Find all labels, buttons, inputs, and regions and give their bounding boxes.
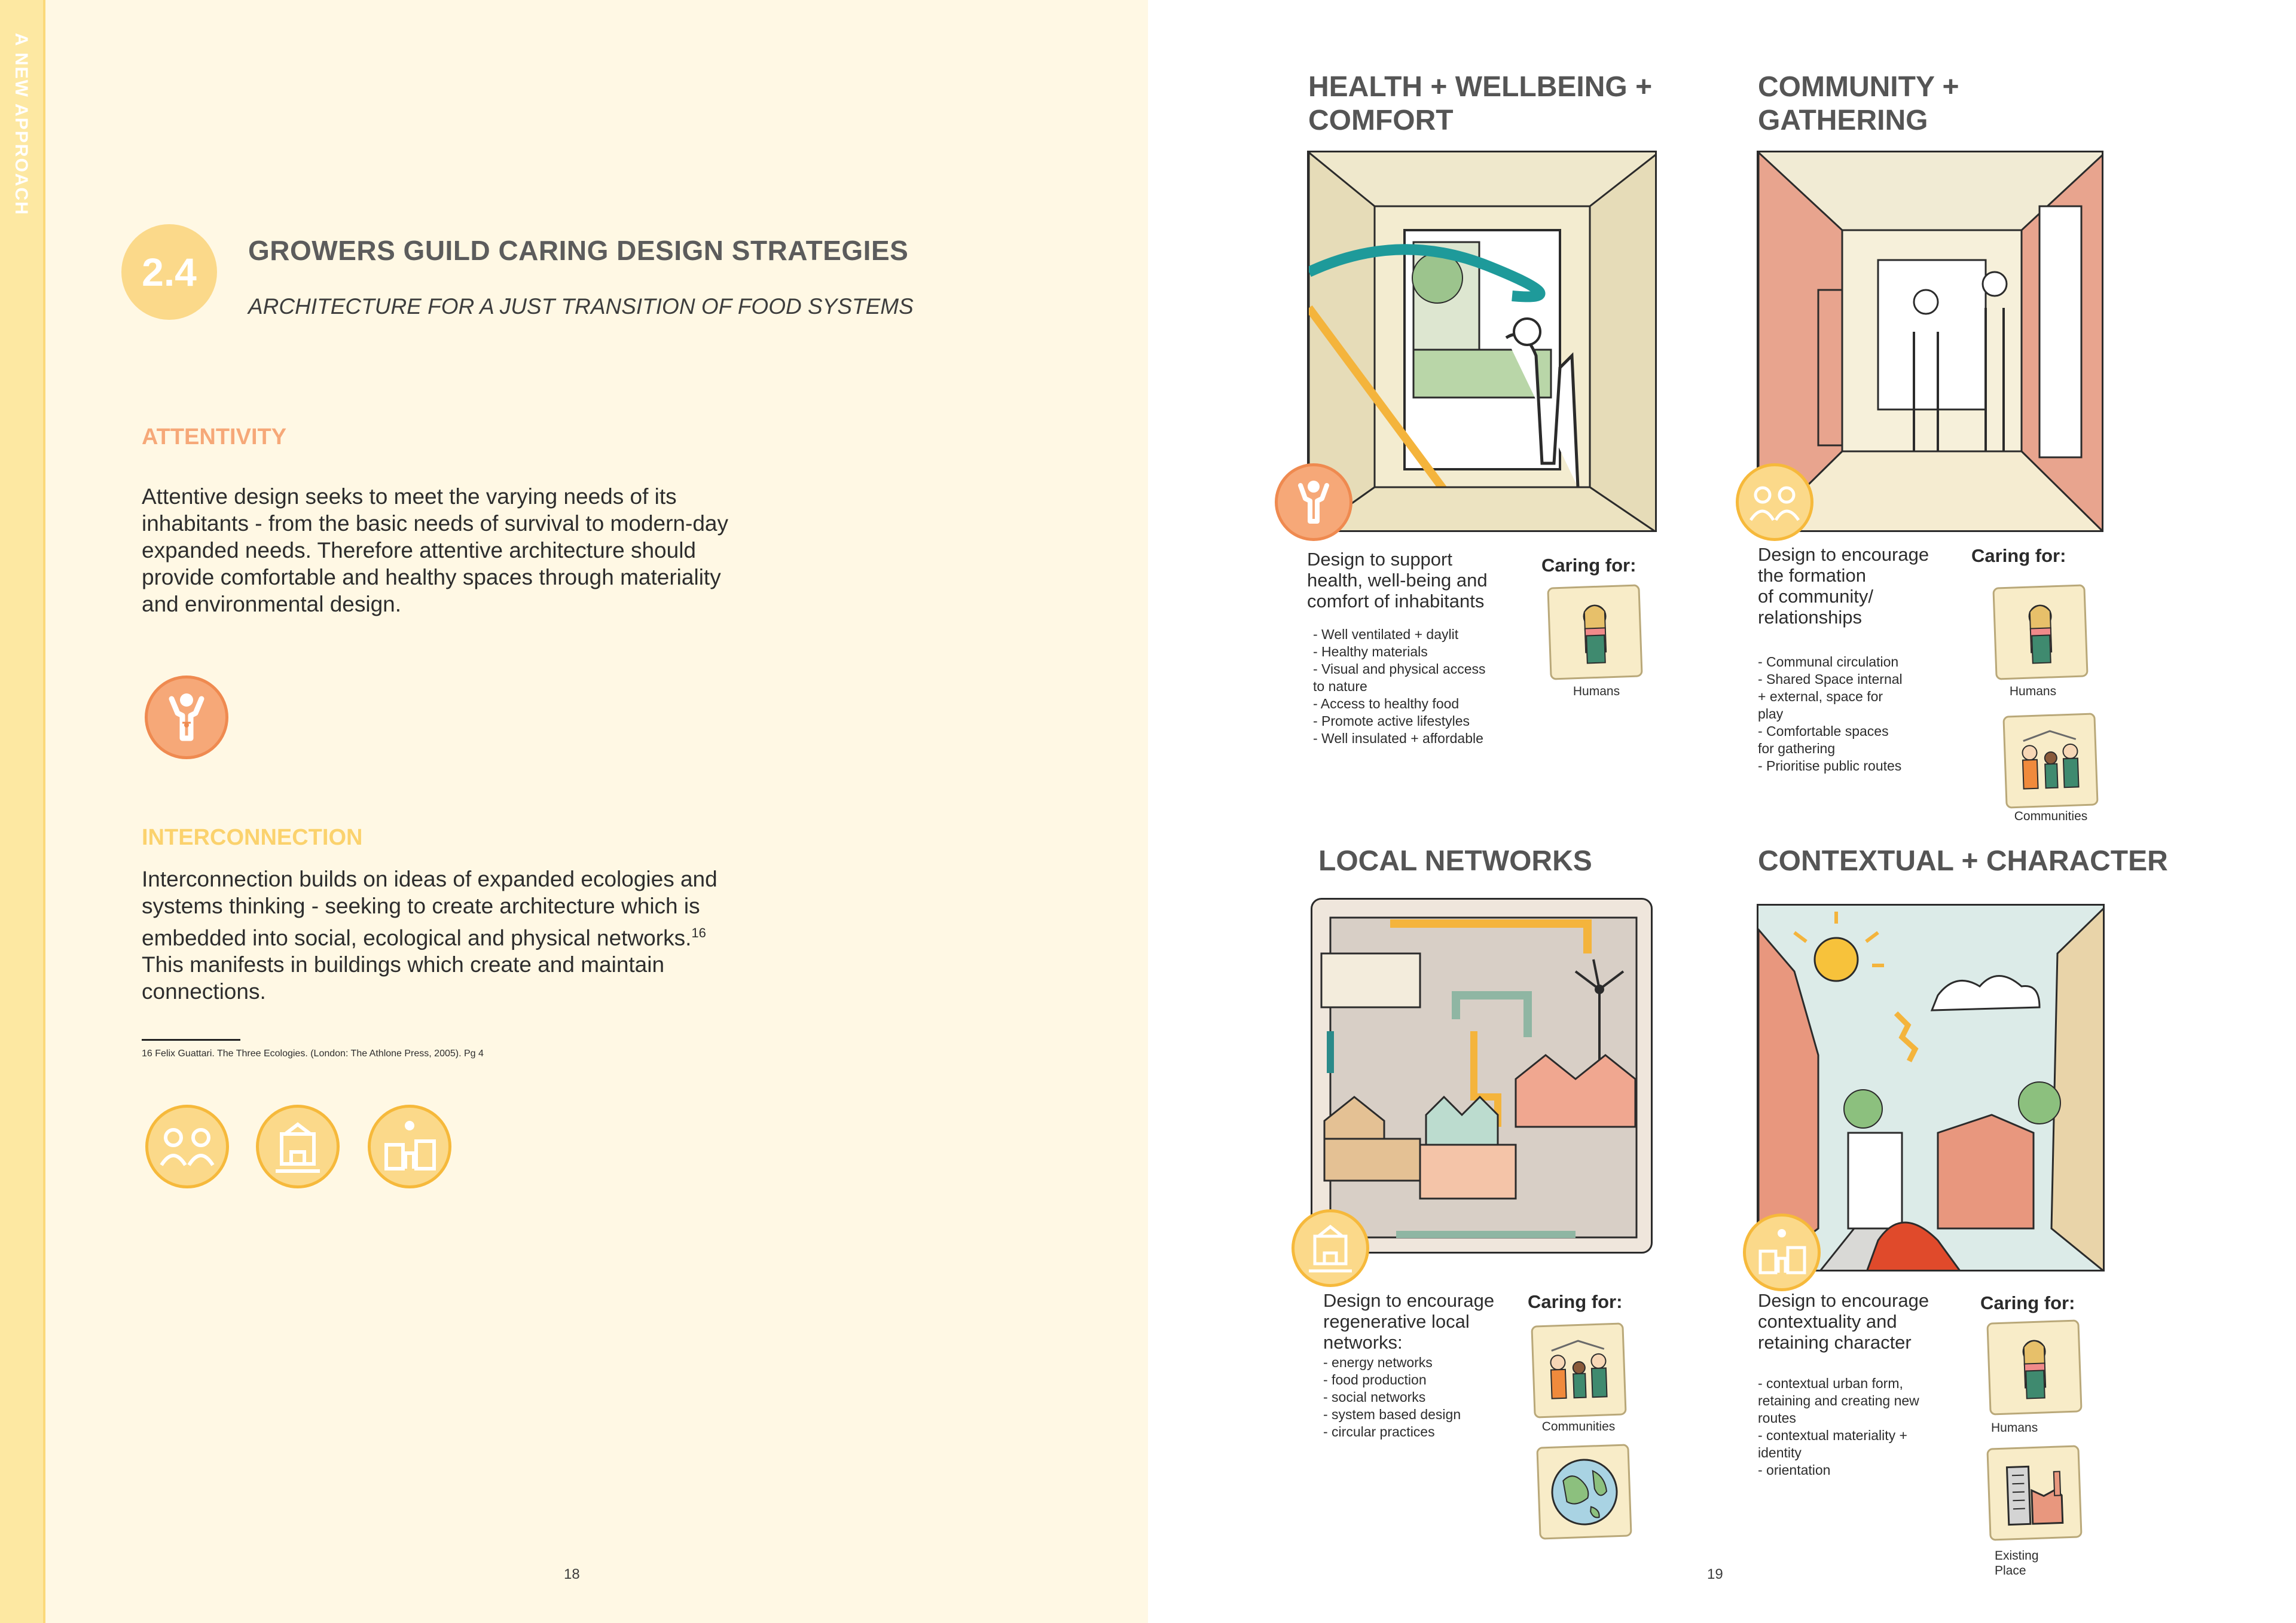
page-number-left: 18 — [564, 1566, 580, 1582]
side-tab — [0, 0, 45, 1623]
health-desc-line: comfort of inhabitants — [1307, 591, 1485, 612]
list-item: - orientation — [1758, 1462, 1831, 1478]
globe-card-icon — [1536, 1444, 1632, 1539]
communities-card-label: Communities — [1541, 1420, 1616, 1434]
section-number-badge — [121, 224, 217, 320]
list-item: - contextual urban form, — [1758, 1376, 1903, 1391]
community-bullets — [1758, 653, 1903, 775]
community-desc-line: of community/ — [1758, 586, 1873, 607]
list-item: - Visual and physical access — [1313, 661, 1486, 677]
health-title-line1: HEALTH + WELLBEING + — [1308, 71, 1653, 103]
list-item: - Shared Space internal — [1758, 671, 1903, 687]
building-network-icon-local — [1292, 1209, 1369, 1287]
communities-card-icon — [2002, 713, 2098, 808]
communities-card-icon — [1531, 1322, 1626, 1418]
health-desc-line: Design to support — [1307, 549, 1452, 570]
list-item: - Promote active lifestyles — [1313, 713, 1470, 729]
town-sun-icon — [368, 1105, 451, 1188]
footnote-divider — [142, 1039, 240, 1041]
local-networks-title: LOCAL NETWORKS — [1318, 845, 1592, 877]
community-caring-for: Caring for: — [1971, 545, 2066, 566]
list-item: - circular practices — [1323, 1424, 1435, 1439]
list-item: + external, space for — [1758, 689, 1883, 704]
health-title — [1308, 71, 1652, 137]
communities-card-label: Communities — [2014, 809, 2088, 823]
people-group-icon — [145, 1105, 229, 1188]
page-number-right: 19 — [1707, 1566, 1723, 1582]
list-item: - contextual materiality + — [1758, 1428, 1907, 1443]
list-item: identity — [1758, 1445, 1802, 1460]
list-item: to nature — [1313, 678, 1367, 694]
town-sun-icon-contextual — [1743, 1214, 1821, 1291]
local-desc-line: Design to encourage — [1323, 1290, 1495, 1311]
interconnection-heading: INTERCONNECTION — [142, 825, 363, 850]
existing-place-card-icon — [1986, 1445, 2082, 1541]
humans-card-icon — [1992, 584, 2088, 680]
list-item: - social networks — [1323, 1389, 1426, 1405]
list-item: play — [1758, 706, 1784, 722]
list-item: - Comfortable spaces — [1758, 723, 1889, 739]
community-title-line1: COMMUNITY + — [1758, 71, 1959, 103]
footnote-reference: 16 — [691, 925, 706, 940]
local-networks-bullets — [1323, 1354, 1461, 1441]
attentivity-icon-health — [1275, 463, 1352, 541]
humans-card-label: Humans — [1573, 684, 1620, 698]
list-item: - energy networks — [1323, 1355, 1433, 1370]
local-networks-caring-for: Caring for: — [1528, 1291, 1623, 1312]
health-title-line2: COMFORT — [1308, 105, 1454, 136]
list-item: - Well ventilated + daylit — [1313, 626, 1459, 642]
interconnection-body-main: Interconnection builds on ideas of expanded ecologies and systems thinking - seeking to create architecture which is embedded into social, ecological and physical networks. — [142, 867, 718, 950]
contextual-description — [1758, 1290, 1929, 1353]
humans-card-icon — [1547, 584, 1642, 680]
health-bullets — [1313, 626, 1486, 747]
list-item: for gathering — [1758, 741, 1836, 756]
list-item: - Well insulated + affordable — [1313, 730, 1483, 746]
contextual-title: CONTEXTUAL + CHARACTER — [1758, 845, 2168, 877]
local-desc-line: regenerative local — [1323, 1311, 1470, 1332]
interconnection-body — [142, 866, 740, 1005]
humans-card-label: Humans — [2009, 684, 2057, 698]
community-title — [1758, 71, 1959, 137]
person-raised-arms-icon — [145, 676, 228, 759]
side-tab-label: A NEW APPROACH — [11, 33, 31, 216]
interconnection-body-tail: This manifests in buildings which create and maintain connections. — [142, 952, 665, 1004]
contextual-desc-line: Design to encourage — [1758, 1290, 1929, 1311]
humans-card-icon — [1986, 1319, 2082, 1415]
existing-place-label-line: Place — [1995, 1564, 2026, 1578]
community-description — [1758, 544, 1929, 628]
community-desc-line: the formation — [1758, 565, 1866, 586]
footnote: 16 Felix Guattari. The Three Ecologies. (London: The Athlone Press, 2005). Pg 4 — [142, 1049, 484, 1059]
community-title-line2: GATHERING — [1758, 105, 1928, 136]
list-item: retaining and creating new — [1758, 1393, 1919, 1408]
health-description — [1307, 549, 1488, 612]
health-caring-for: Caring for: — [1541, 555, 1636, 576]
attentivity-heading: ATTENTIVITY — [142, 424, 287, 450]
list-item: - Healthy materials — [1313, 644, 1428, 659]
contextual-bullets — [1758, 1375, 1919, 1479]
local-networks-illustration — [1311, 898, 1653, 1254]
people-group-icon-community — [1736, 463, 1813, 541]
list-item: - Access to healthy food — [1313, 696, 1460, 711]
contextual-caring-for: Caring for: — [1980, 1292, 2075, 1313]
health-desc-line: health, well-being and — [1307, 570, 1488, 591]
community-desc-line: relationships — [1758, 607, 1863, 628]
local-desc-line: networks: — [1323, 1332, 1403, 1353]
list-item: - system based design — [1323, 1407, 1461, 1422]
section-number: 2.4 — [142, 250, 197, 294]
building-network-icon — [256, 1105, 340, 1188]
attentivity-body: Attentive design seeks to meet the varying needs of its inhabitants - from the basic needs of survival to modern-day expanded needs. Therefore attentive architecture should provide comfortable and healthy spaces through materiality and environmental design. — [142, 484, 728, 616]
existing-place-label-line: Existing — [1995, 1549, 2039, 1563]
list-item: - Communal circulation — [1758, 654, 1899, 670]
list-item: - Prioritise public routes — [1758, 758, 1902, 774]
health-illustration — [1307, 151, 1657, 532]
community-desc-line: Design to encourage — [1758, 544, 1929, 565]
humans-card-label: Humans — [1991, 1421, 2038, 1435]
list-item: routes — [1758, 1410, 1796, 1426]
local-networks-description — [1323, 1290, 1494, 1353]
existing-place-card-label — [1995, 1548, 2054, 1578]
contextual-desc-line: retaining character — [1758, 1332, 1912, 1353]
list-item: - food production — [1323, 1372, 1427, 1387]
section-subtitle: ARCHITECTURE FOR A JUST TRANSITION OF FOOD SYSTEMS — [248, 294, 914, 319]
contextual-desc-line: contextuality and — [1758, 1311, 1897, 1332]
section-title: GROWERS GUILD CARING DESIGN STRATEGIES — [248, 235, 909, 266]
